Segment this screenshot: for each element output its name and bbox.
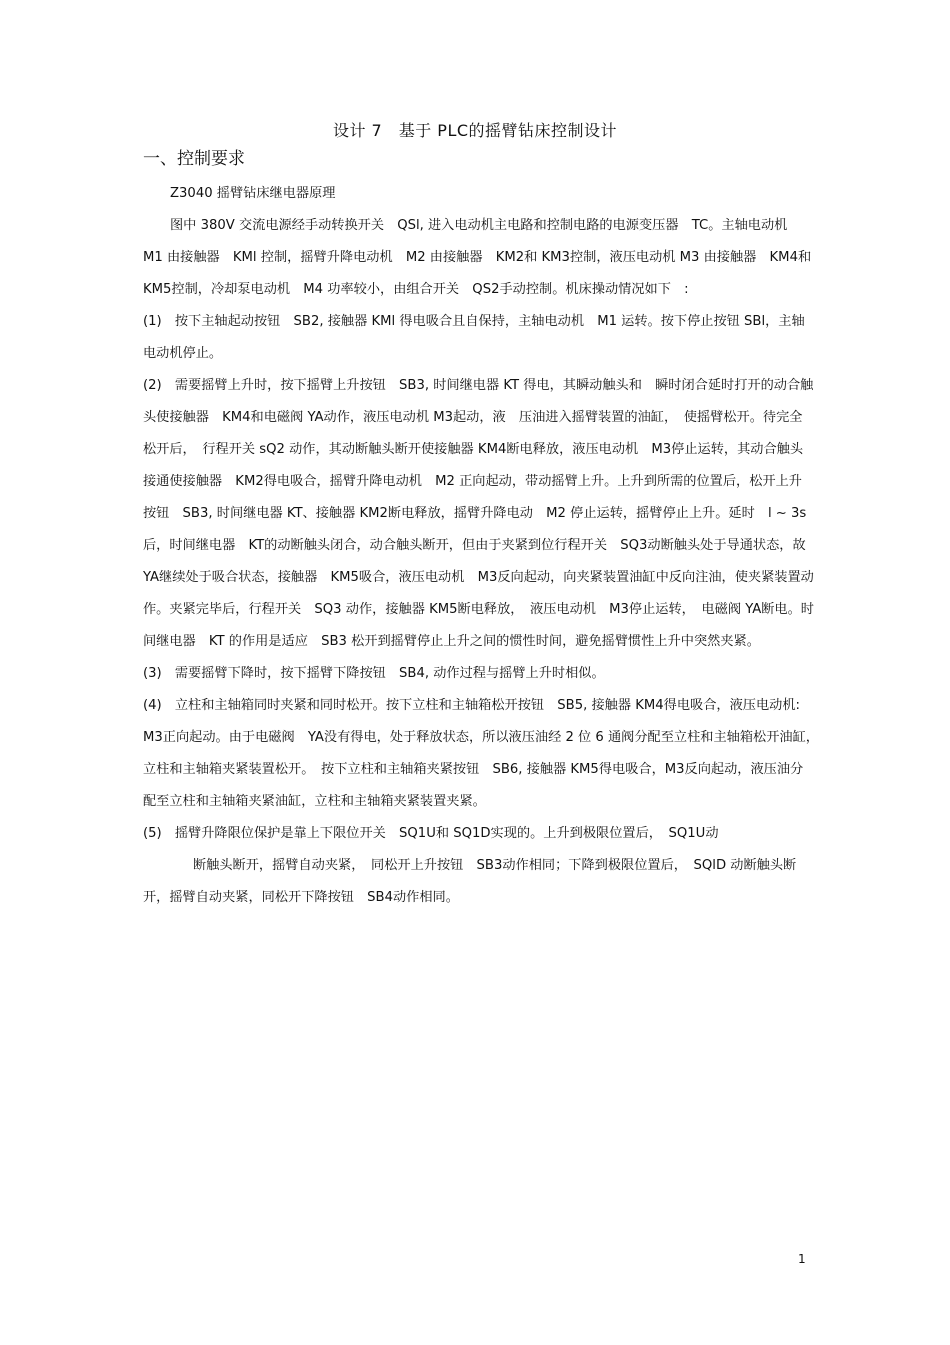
section-heading: 一、控制要求 bbox=[143, 149, 245, 169]
subtitle: Z3040 摇臂钻床继电器原理 bbox=[170, 186, 336, 201]
document-title: 设计 7 基于 PLC的摇臂钻床控制设计 bbox=[332, 121, 618, 140]
paragraph: (5) 摇臂升降限位保护是靠上下限位开关 SQ1U和 SQ1D实现的。上升到极限位置后， SQ1U动 bbox=[143, 826, 719, 841]
paragraph: 断触头断开，摇臂自动夹紧， 同松开上升按钮 SB3动作相同；下降到极限位置后， SQlD 动断触头断开，摇臂自动夹紧，同松开下降按钮 SB4动作相同。 bbox=[143, 858, 797, 905]
paragraph: (3) 需要摇臂下降时，按下摇臂下降按钮 SB4, 动作过程与摇臂上升时相似。 bbox=[143, 666, 605, 681]
document-body bbox=[143, 178, 826, 914]
paragraph: (4) 立柱和主轴箱同时夹紧和同时松开。按下立柱和主轴箱松开按钮 SB5, 接触器 KM4得电吸合，液压电动机: M3正向起动。由于电磁阀 YA没有得电，处于释放状态，所以液压油经 2 位 6 通阀分配至立柱和主轴箱松开油缸， 立柱和主轴箱夹紧装置松开。 按下立柱和主轴箱夹紧按钮 SB6, 接触器 KM5得电吸合，M3反向起动，液压油分配至立柱和主轴箱夹紧油缸，立柱和主轴箱夹紧装置夹紧。 bbox=[143, 698, 826, 809]
paragraph: (1) 按下主轴起动按钮 SB2, 接触器 KMl 得电吸合且自保持，主轴电动机 M1 运转。按下停止按钮 SBl，主轴电动机停止。 bbox=[143, 314, 805, 361]
paragraph: 图中 380V 交流电源经手动转换开关 QSl, 进入电动机主电路和控制电路的电源变压器 TC。主轴电动机 M1 由接触器 KMl 控制，摇臂升降电动机 M2 由接触器 KM2和 KM3控制，液压电动机 M3 由接触器 KM4和 KM5控制，冷却泵电动机 M4 功率较小，由组合开关 QS2手动控制。机床操动情况如下 : bbox=[143, 218, 812, 297]
page-number: 1 bbox=[798, 1252, 806, 1266]
paragraph: (2) 需要摇臂上升时，按下摇臂上升按钮 SB3, 时间继电器 KT 得电，其瞬动触头和 瞬时闭合延时打开的动合触头使接触器 KM4和电磁阀 YA动作，液压电动机 M3起动，液 压油进入摇臂装置的油缸， 使摇臂松开。待完全松开后， 行程开关 sQ2 动作，其动断触头断开使接触器 KM4断电释放，液压电动机 M3停止运转，其动合触头接通使接触器 KM2得电吸合，摇臂升降电动机 M2 正向起动，带动摇臂上升。上升到所需的位置后，松开上升按钮 SB3, 时间继电器 KT、接触器 KM2断电释放，摇臂升降电动 M2 停止运转，摇臂停止上升。延时 l ~ 3s 后，时间继电器 KT的动断触头闭合，动合触头断开，但由于夹紧到位行程开关 SQ3动断触头处于导通状态，故 YA继续处于吸合状态，接触器 KM5吸合，液压电动机 M3反向起动，向夹紧装置油缸中反向注油，使夹紧装置动作。夹紧完毕后，行程开关 SQ3 动作，接触器 KM5断电释放， 液压电动机 M3停止运转， 电磁阀 YA断电。时间继电器 KT 的作用是适应 SB3 松开到摇臂停止上升之间的惯性时间，避免摇臂惯性上升中突然夹紧。 bbox=[143, 378, 819, 649]
